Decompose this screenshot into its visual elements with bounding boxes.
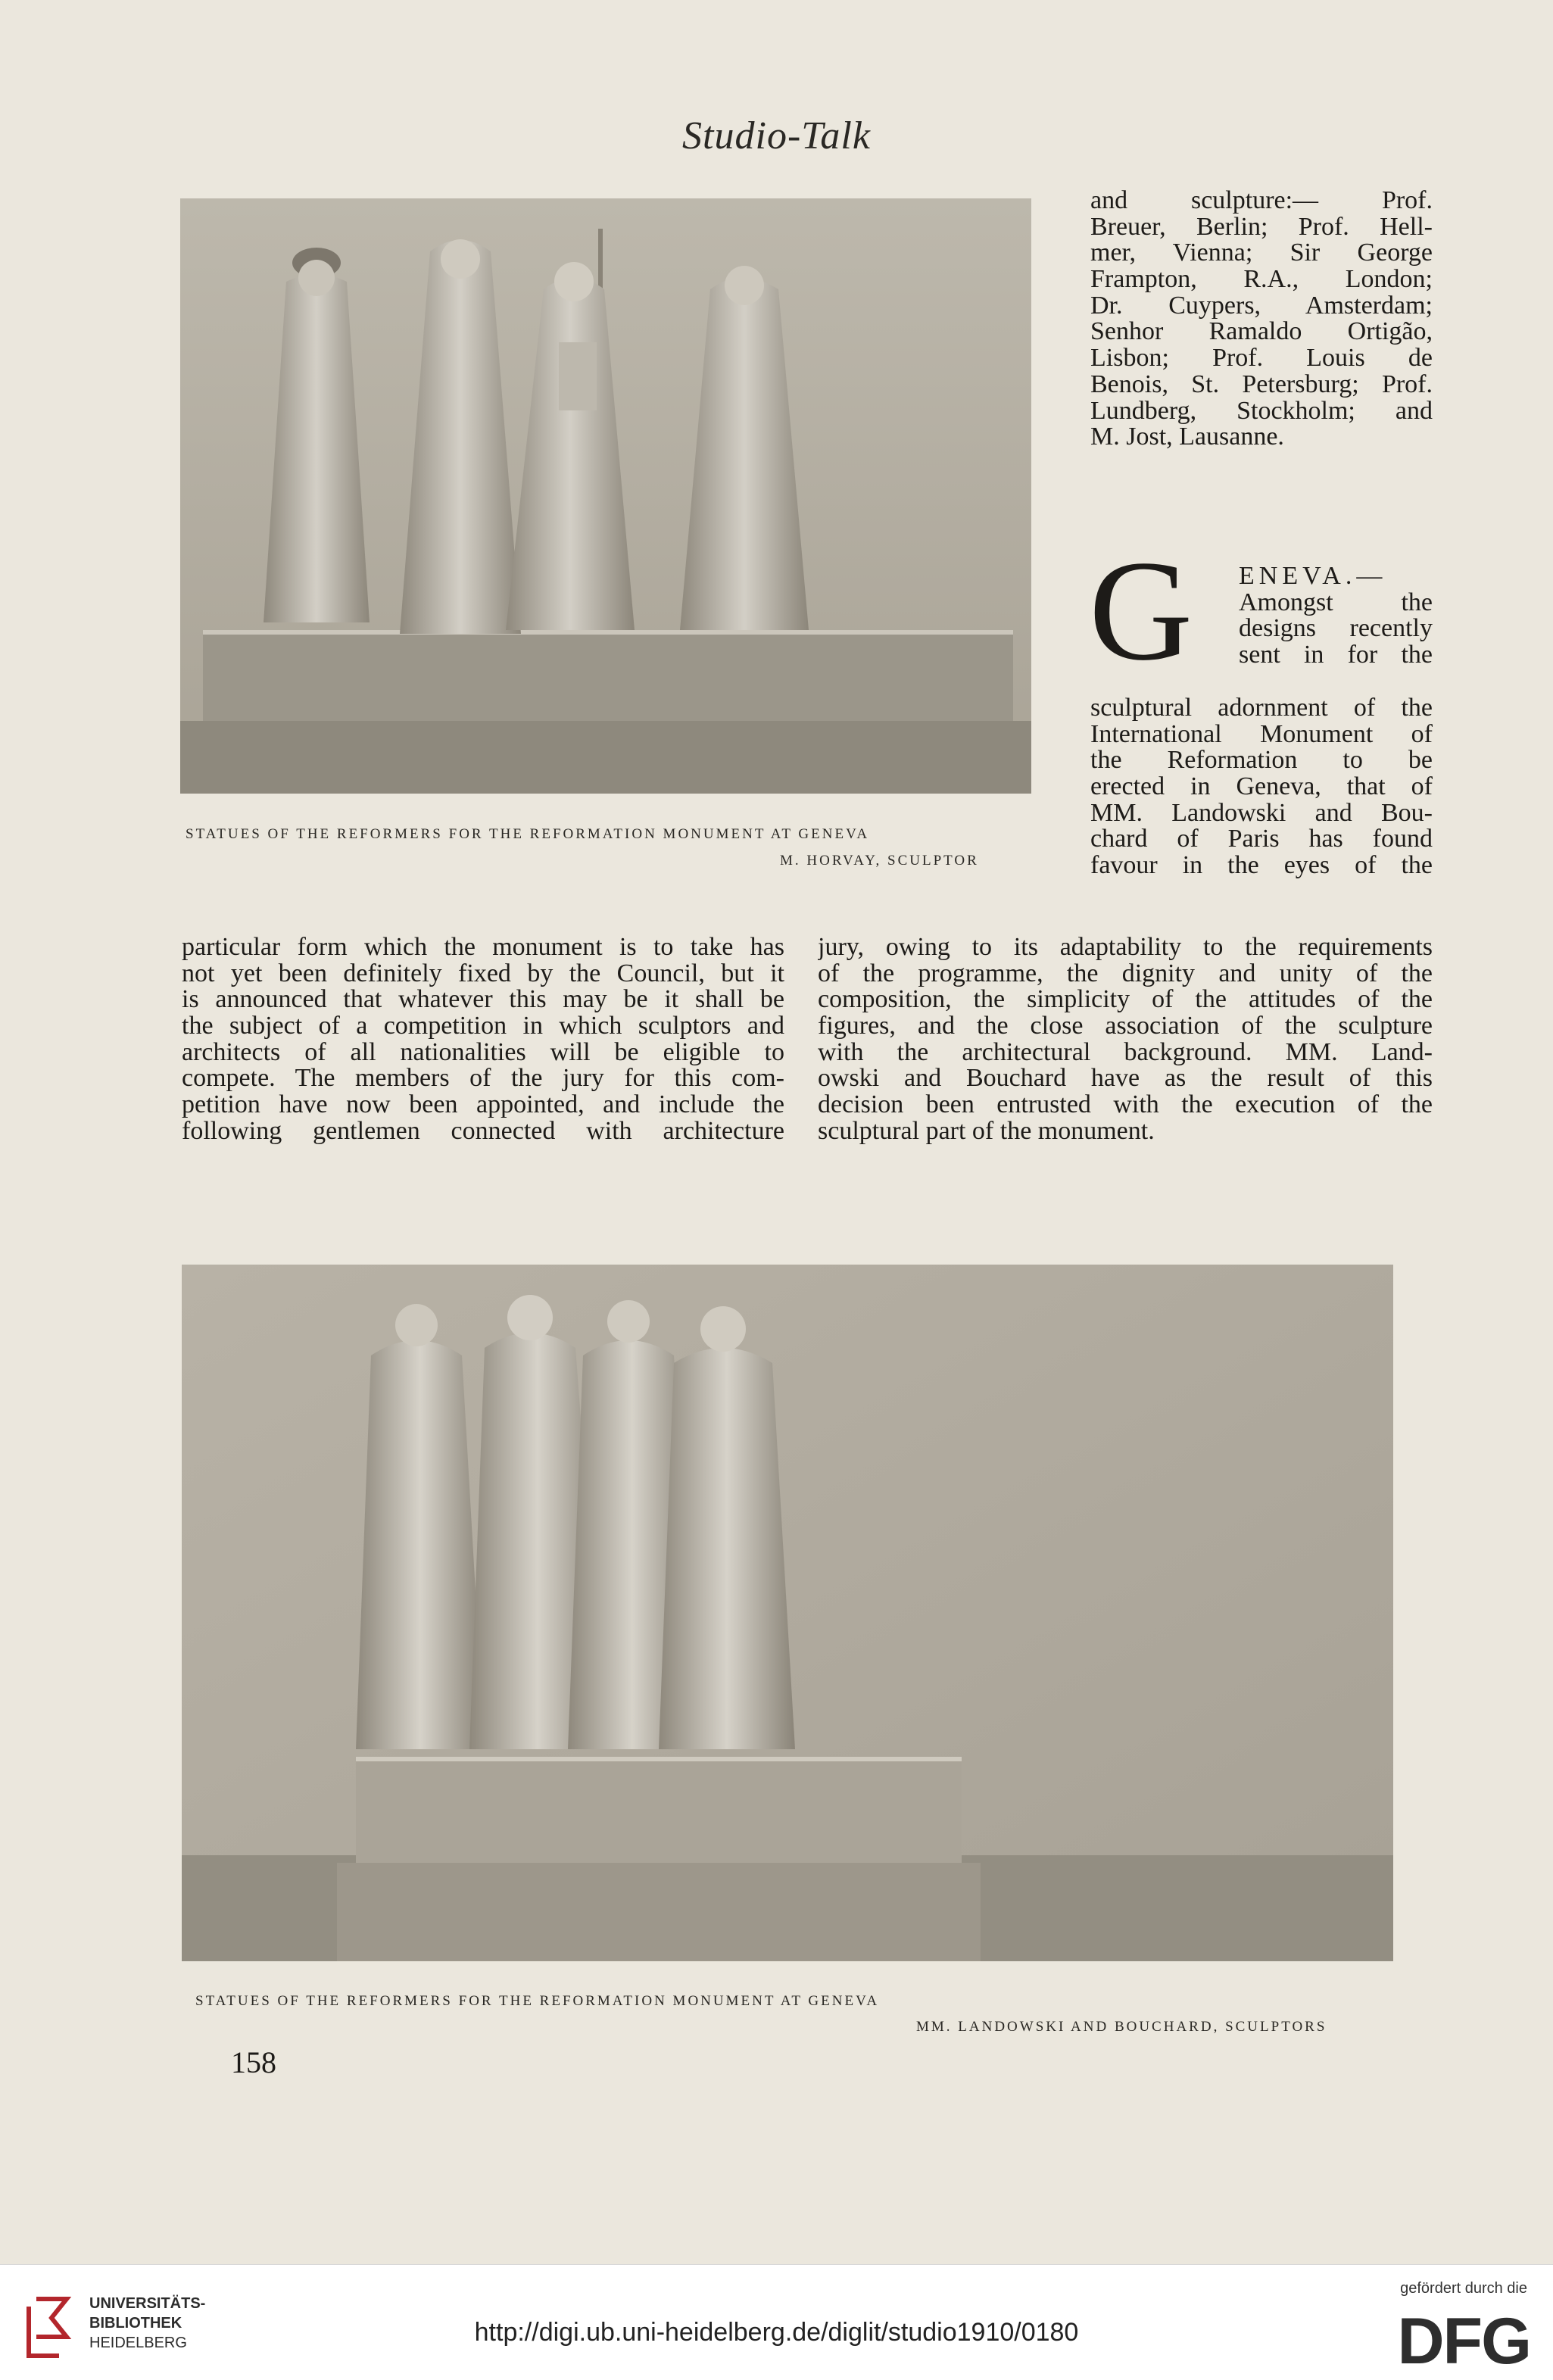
- text-line: is announced that whatever this may be it shall be: [182, 985, 784, 1014]
- library-name-line: UNIVERSITÄTS-: [89, 2295, 206, 2312]
- text-line: designs recently: [1239, 614, 1433, 643]
- caption-top-line2: M. HORVAY, SCULPTOR: [780, 853, 979, 869]
- text-line: favour in the eyes of the: [1090, 851, 1433, 880]
- text-line: ENEVA.—: [1239, 563, 1387, 590]
- text-line: of the programme, the dignity and unity of the: [818, 959, 1433, 987]
- text-line: sent in for the: [1239, 641, 1433, 669]
- right-column-top: [1090, 188, 1433, 529]
- dfg-logo: DFG: [1397, 2305, 1530, 2378]
- text-line: chard of Paris has found: [1090, 825, 1433, 853]
- text-line: Benois, St. Petersburg; Prof.: [1090, 370, 1433, 398]
- text-line: the Reformation to be: [1090, 746, 1433, 775]
- drop-cap: G: [1089, 532, 1193, 691]
- digitization-footer: [0, 2264, 1553, 2380]
- text-line: and sculpture:— Prof.: [1090, 188, 1433, 214]
- geneva-full: [1090, 695, 1433, 884]
- sculpture-photo-top: [180, 198, 1031, 794]
- library-name-line: BIBLIOTHEK: [89, 2315, 182, 2332]
- text-line: Dr. Cuypers, Amsterdam;: [1090, 291, 1433, 320]
- text-line: Lundberg, Stockholm; and: [1090, 396, 1433, 425]
- text-line: Frampton, R.A., London;: [1090, 265, 1433, 294]
- text-line: Senhor Ramaldo Ortigão,: [1090, 317, 1433, 346]
- text-line: figures, and the close association of the sculpture: [818, 1012, 1433, 1040]
- text-line: decision been entrusted with the execution of the: [818, 1090, 1433, 1119]
- text-line: petition have now been appointed, and include the: [182, 1090, 784, 1119]
- text-line: architects of all nationalities will be eligible to: [182, 1037, 784, 1066]
- text-line: M. Jost, Lausanne.: [1090, 423, 1284, 451]
- text-line: MM. Landowski and Bou-: [1090, 798, 1433, 827]
- text-line: not yet been definitely fixed by the Council, but it: [182, 959, 784, 987]
- running-head: Studio-Talk: [682, 114, 871, 158]
- text-line: particular form which the monument is to take has: [182, 934, 784, 961]
- funding-label: gefördert durch die: [1400, 2280, 1527, 2297]
- sculpture-photo-bottom: [182, 1265, 1393, 1961]
- page-number: 158: [231, 2045, 276, 2079]
- text-line: Lisbon; Prof. Louis de: [1090, 344, 1433, 373]
- caption-bottom-line1: STATUES OF THE REFORMERS FOR THE REFORMATION MONUMENT AT GENEVA: [195, 1993, 880, 2009]
- text-line: owski and Bouchard have as the result of this: [818, 1064, 1433, 1093]
- text-line: jury, owing to its adaptability to the requirements: [818, 934, 1433, 961]
- plate-horvay-statues: [180, 198, 1031, 794]
- source-url-link[interactable]: http://digi.ub.uni-heidelberg.de/diglit/studio1910/0180: [474, 2318, 1079, 2347]
- text-line: compete. The members of the jury for this com-: [182, 1064, 784, 1093]
- library-name-line: HEIDELBERG: [89, 2335, 187, 2351]
- text-line: sculptural part of the monument.: [818, 1116, 1155, 1145]
- plate-landowski-bouchard-statues: [182, 1265, 1393, 1961]
- text-line: mer, Vienna; Sir George: [1090, 239, 1433, 267]
- text-line: Amongst the: [1239, 588, 1433, 616]
- text-line: sculptural adornment of the: [1090, 695, 1433, 722]
- text-line: International Monument of: [1090, 719, 1433, 748]
- text-line: the subject of a competition in which sculptors and: [182, 1012, 784, 1040]
- text-line: erected in Geneva, that of: [1090, 772, 1433, 801]
- text-line: Breuer, Berlin; Prof. Hell-: [1090, 212, 1433, 241]
- text-line: composition, the simplicity of the attitudes of the: [818, 985, 1433, 1014]
- geneva-indented: [1239, 563, 1433, 669]
- right-column-bottom: [818, 934, 1433, 1154]
- text-line: following gentlemen connected with architecture: [182, 1116, 784, 1145]
- caption-top-line1: STATUES OF THE REFORMERS FOR THE REFORMATION MONUMENT AT GENEVA: [186, 826, 870, 842]
- caption-bottom-line2: MM. LANDOWSKI AND BOUCHARD, SCULPTORS: [916, 2019, 1327, 2035]
- text-line: with the architectural background. MM. Land-: [818, 1037, 1433, 1066]
- left-column: [182, 934, 784, 1154]
